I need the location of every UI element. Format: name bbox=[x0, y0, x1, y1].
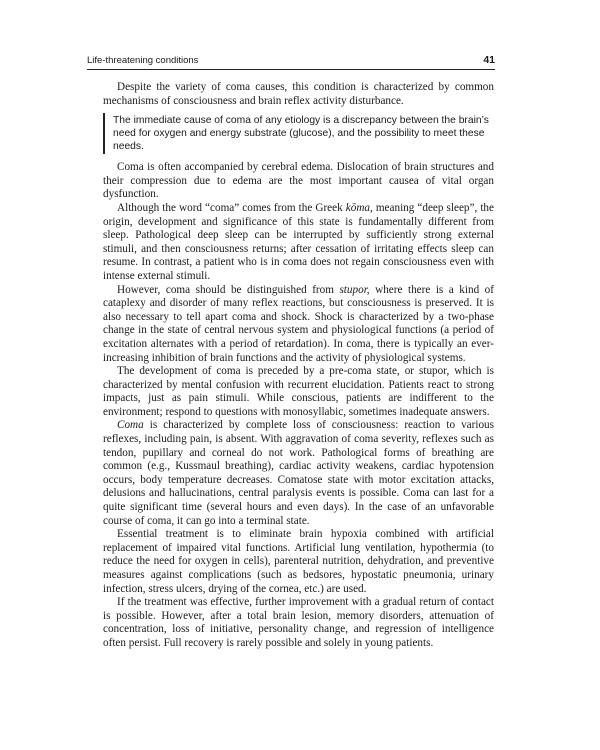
highlighted-callout bbox=[103, 113, 494, 154]
paragraph-greek-origin bbox=[103, 202, 494, 284]
greek-text-after: , meaning “deep sleep”, the origin, development and significance of this state is fundamentally different from sleep. Pathological deep sleep can be interrupted by sufficiently strong external stimuli, and then consciousness returns; after cessation of irritating effects sleep can resume. In contrast, a patient who is in coma does not regain consciousness even with intense external stimuli. bbox=[103, 201, 494, 282]
body-text bbox=[103, 81, 494, 651]
page-number: 41 bbox=[483, 54, 495, 66]
stupor-text-after: where there is a kind of cataplexy and disorder of many reflex reactions, but consciousness is preserved. It is also necessary to tell apart coma and shock. Shock is characterized by a two-phase change in the state of central nervous system and physiological functions (a period of excitation alternates with a period of retardation). In coma, there is typically an ever-increasing inhibition of brain functions and the activity of physiological systems. bbox=[103, 283, 494, 364]
greek-term: kōma bbox=[345, 201, 370, 214]
paragraph-treatment: Essential treatment is to eliminate brain hypoxia combined with artificial replacement of impaired vital functions. Artificial lung ventilation, hypothermia (to reduce the need for oxygen in cells), parenteral nutrition, dehydration, and preventive measures against complications (such as bedsores, hypostatic pneumonia, urinary infection, stress ulcers, drying of the cornea, etc.) are used. bbox=[103, 528, 494, 595]
paragraph-edema: Coma is often accompanied by cerebral edema. Dislocation of brain structures and their compression due to edema are the most important causea of vital organ dysfunction. bbox=[103, 161, 494, 201]
paragraph-intro: Despite the variety of coma causes, this condition is characterized by common mechanisms of consciousness and brain reflex activity disturbance. bbox=[103, 81, 494, 107]
running-header bbox=[87, 53, 495, 70]
paragraph-coma bbox=[103, 419, 494, 528]
paragraph-stupor bbox=[103, 284, 494, 366]
running-title: Life-threatening conditions bbox=[87, 55, 199, 66]
callout-text: The immediate cause of coma of any etiology is a discrepancy between the brain’s need for oxygen and energy substrate (glucose), and the possibility to meet these needs. bbox=[113, 115, 489, 153]
paragraph-recovery: If the treatment was effective, further improvement with a gradual return of contact is possible. However, after a total brain lesion, memory disorders, attenuation of concentration, loss of initiative, personality change, and regression of intelligence often persist. Full recovery is rarely possible and solely in young patients. bbox=[103, 596, 494, 649]
stupor-text-before: However, coma should be distinguished from bbox=[117, 283, 340, 296]
greek-text-before: Although the word “coma” comes from the Greek bbox=[117, 201, 346, 214]
coma-term: Coma bbox=[117, 419, 144, 432]
coma-text: is characterized by complete loss of consciousness: reaction to various reflexes, including pain, is absent. With aggravation of coma severity, reflexes such as tendon, pupillary and corneal do not work. Pathological forms of breathing are common (e.g., Kussmaul breathing), cardiac activity weakens, cardiac hypotension occurs, body temperature decreases. Comatose state with motor excitation attacks, delusions and hallucinations, central paralysis events is possible. Coma can last for a quite significant time (several hours and even days). In the case of an unfavorable course of coma, it can go into a terminal state. bbox=[103, 419, 494, 527]
paragraph-precoma: The development of coma is preceded by a pre-coma state, or stupor, which is characterized by mental confusion with recurrent elucidation. Patients react to strong impacts, just as pain stimuli. While conscious, patients are indifferent to the environment; respond to questions with monosyllabic, sometimes inadequate answers. bbox=[103, 365, 494, 418]
stupor-term: stupor, bbox=[339, 283, 370, 296]
